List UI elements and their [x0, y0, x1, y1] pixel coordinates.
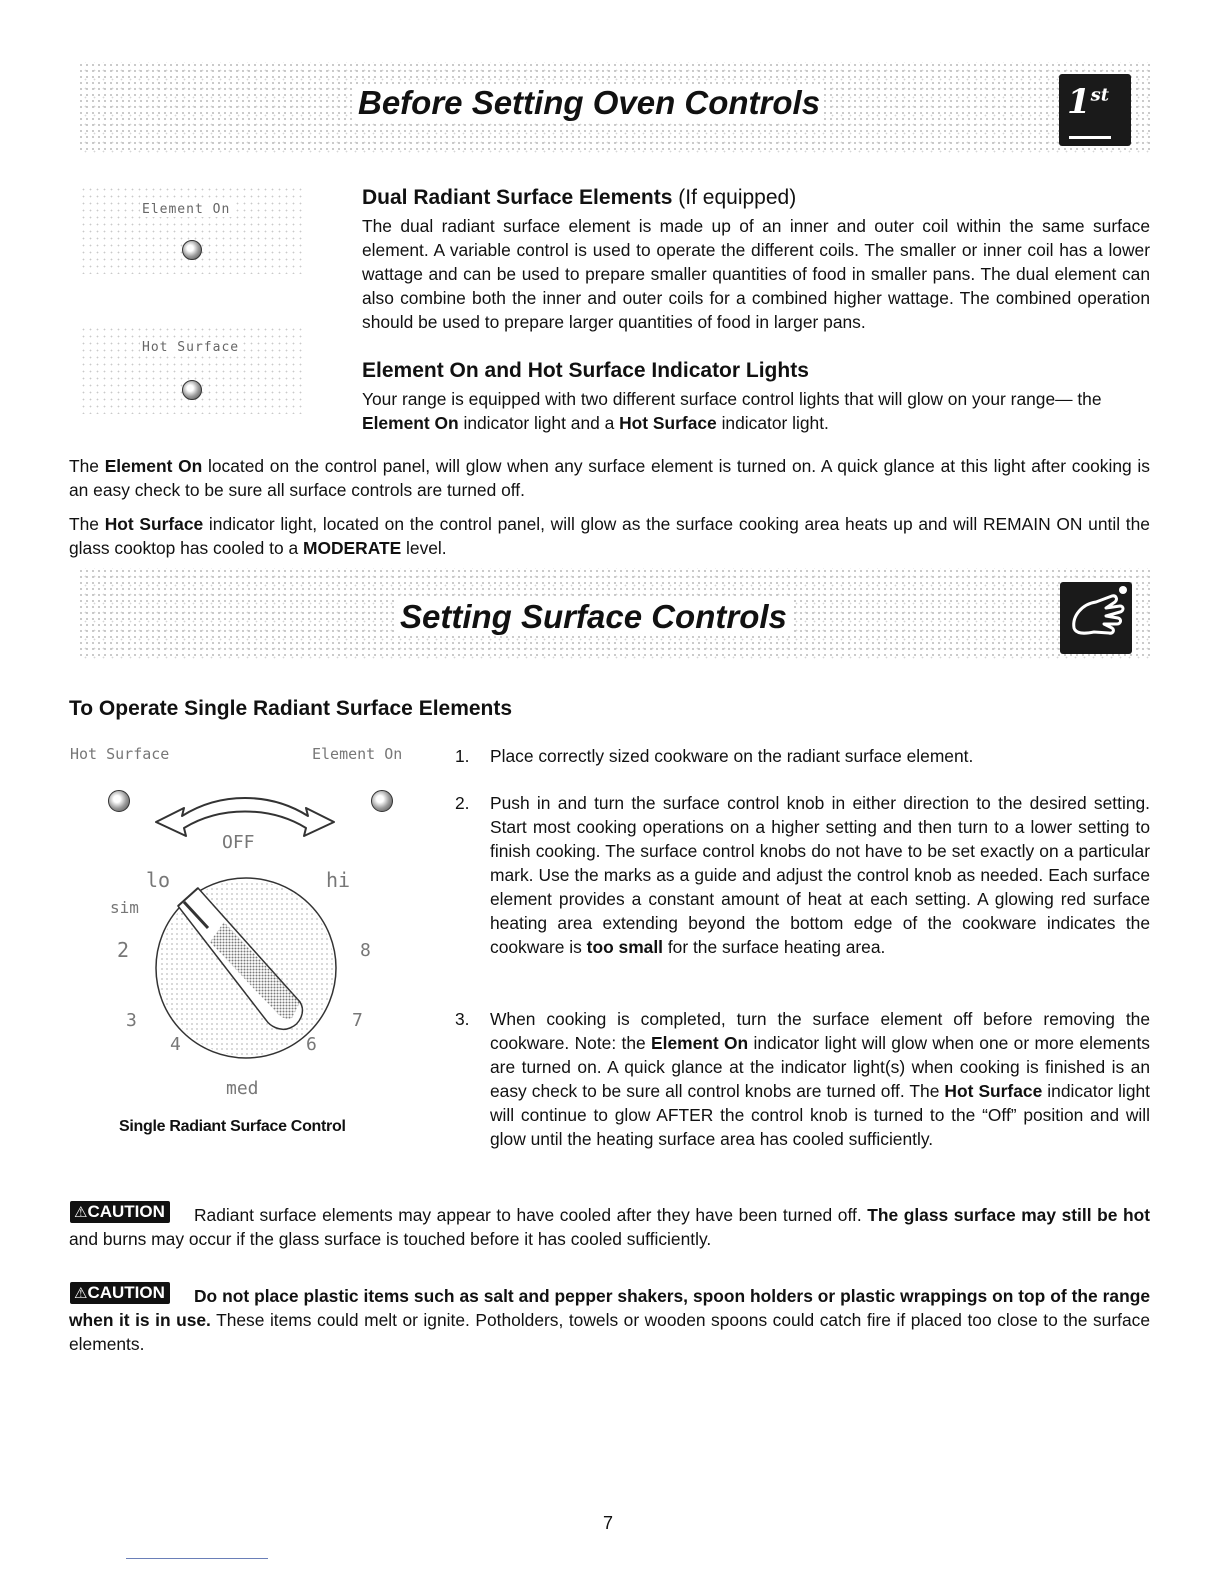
dial-off-label: OFF	[222, 832, 255, 853]
dial-7-label: 7	[352, 1010, 363, 1031]
hand-pointing-icon	[1060, 582, 1132, 654]
eo-pre: The	[69, 456, 105, 476]
eo-bold: Element On	[104, 456, 203, 476]
step-1-number: 1.	[455, 746, 470, 766]
caution-1-text	[69, 1203, 1150, 1251]
section-banner-before-setting	[78, 62, 1150, 154]
hs-end: level.	[401, 538, 447, 558]
dual-heading-text: Dual Radiant Surface Elements	[362, 186, 673, 209]
dial-med-label: med	[226, 1078, 259, 1099]
step-3-b: indicator light will glow when one or more elements are turned on. A quick glance at the indicator light(s) when cooking is finished is an easy check to be sure all control knobs are turned off. The	[490, 1033, 1150, 1101]
step-3-text	[490, 1007, 1150, 1151]
element-on-lamp-icon	[182, 240, 202, 260]
step-3-number: 3.	[455, 1009, 470, 1029]
indicator-heading: Element On and Hot Surface Indicator Lights	[362, 359, 809, 382]
hs-bold-2: MODERATE	[302, 538, 402, 558]
dial-element-on-lamp-icon	[371, 790, 393, 812]
hs-pre: The	[69, 514, 105, 534]
indicator-bold-1: Element On	[362, 413, 459, 433]
dial-sim-label: sim	[110, 898, 139, 917]
caution-2-text-body: These items could melt or ignite. Potholders, towels or wooden spoons could catch fire if placed too close to the surface elements.	[69, 1310, 1151, 1354]
hot-surface-lamp-icon	[182, 380, 202, 400]
caution-2-bold: Do not place plastic items such as salt and pepper shakers, spoon holders or plastic wrappings on top of the range when it is in use.	[69, 1286, 1150, 1330]
hot-surface-panel	[80, 326, 304, 414]
step-2-a: Push in and turn the surface control knob in either direction to the desired setting. Start most cooking operations on a higher setting and then turn to a lower setting to finish cooking. The surface control knobs do not have to be set exactly on a particular mark. Use the marks as a guide and adjust the control knob as needed. Each surface element provides a constant amount of heat at each setting. A glowing red surface heating area extending beyond the bottom edge of the cookware indicates the cookware is	[490, 793, 1150, 957]
element-on-panel	[80, 186, 304, 274]
page-number: 7	[603, 1513, 614, 1533]
hot-surface-panel-label: Hot Surface	[142, 340, 240, 355]
section-title: Before Setting Oven Controls	[354, 84, 824, 122]
operate-heading: To Operate Single Radiant Surface Elements	[69, 697, 513, 720]
dial-4-label: 4	[170, 1034, 181, 1055]
indicator-body-3: indicator light.	[716, 413, 829, 433]
caution-label-2: CAUTION	[87, 1283, 165, 1302]
indicator-bold-2: Hot Surface	[619, 413, 717, 433]
step-1-text: Place correctly sized cookware on the radiant surface element.	[490, 746, 974, 766]
step-3-bold-1: Element On	[651, 1033, 749, 1053]
dual-heading	[362, 186, 796, 210]
badge-underline	[1069, 136, 1111, 139]
dial-hi-label: hi	[326, 868, 351, 892]
indicator-body-1: Your range is equipped with two different surface control lights that will glow on your range— the	[362, 389, 1102, 409]
caution-1-a: Radiant surface elements may appear to have cooled after they have been turned off.	[194, 1205, 868, 1225]
hot-surface-paragraph	[69, 512, 1150, 560]
badge-text	[1067, 82, 1109, 122]
dial-lo-label: lo	[146, 868, 171, 892]
warning-triangle-icon: ⚠	[74, 1204, 88, 1221]
control-knob-icon	[150, 872, 340, 1064]
hs-bold: Hot Surface	[104, 514, 204, 534]
step-2-bold: too small	[586, 937, 663, 957]
caution-label-1: CAUTION	[87, 1202, 165, 1221]
dial-arrow-icon	[150, 778, 340, 840]
dual-heading-suffix: (If equipped)	[678, 186, 797, 209]
dial-8-label: 8	[360, 940, 371, 961]
first-step-badge	[1059, 74, 1131, 146]
step-3-c: indicator light will continue to glow AFTER the control knob is turned to the “Off” position and will glow until the heating surface area has cooled sufficiently.	[490, 1081, 1150, 1149]
section-banner-setting-surface	[78, 568, 1150, 660]
caution-1-bold: The glass surface may still be hot	[867, 1205, 1151, 1225]
section-title-2: Setting Surface Controls	[396, 598, 791, 636]
indicator-body	[362, 387, 1152, 435]
element-on-paragraph	[69, 454, 1150, 502]
step-3-a: When cooking is completed, turn the surface element off before removing the cookware. Note: the	[490, 1009, 1150, 1053]
step-2-number: 2.	[455, 793, 470, 813]
dial-2-label: 2	[117, 938, 130, 962]
caution-1-b: and burns may occur if the glass surface is touched before it has cooled sufficiently.	[69, 1229, 712, 1249]
step-2-b: for the surface heating area.	[663, 937, 886, 957]
footer-rule	[126, 1558, 268, 1559]
hs-mid: indicator light, located on the control panel, will glow as the surface cooking area heats up and will REMAIN ON until the glass cooktop has cooled to a	[69, 514, 1150, 558]
badge-number: 1	[1067, 82, 1091, 122]
dial-caption: Single Radiant Surface Control	[119, 1118, 346, 1135]
hand-pointing-badge	[1060, 582, 1132, 654]
indicator-body-2: indicator light and a	[458, 413, 620, 433]
dial-3-label: 3	[126, 1010, 137, 1031]
dial-hot-surface-lamp-icon	[108, 790, 130, 812]
dual-body: The dual radiant surface element is made up of an inner and outer coil within the same surface element. A variable control is used to operate the different coils. The smaller or inner coil has a lower wattage and can be used to prepare smaller quantities of food in smaller pans. The dual element can also combine both the inner and outer coils for a combined higher wattage. The combined operation should be used to prepare larger quantities of food in larger pans.	[362, 216, 1150, 332]
step-2-text	[490, 791, 1150, 959]
eo-rest: located on the control panel, will glow when any surface element is turned on. A quick glance at this light after cooking is an easy check to be sure all surface controls are turned off.	[69, 456, 1150, 500]
warning-triangle-icon-2: ⚠	[74, 1285, 88, 1302]
badge-suffix: st	[1090, 84, 1110, 106]
caution-2-text	[69, 1284, 1150, 1356]
dial-6-label: 6	[306, 1034, 317, 1055]
dial-hot-surface-label: Hot Surface	[70, 745, 170, 763]
element-on-panel-label: Element On	[142, 202, 231, 217]
step-3-bold-2: Hot Surface	[944, 1081, 1043, 1101]
dial-element-on-label: Element On	[312, 745, 403, 763]
